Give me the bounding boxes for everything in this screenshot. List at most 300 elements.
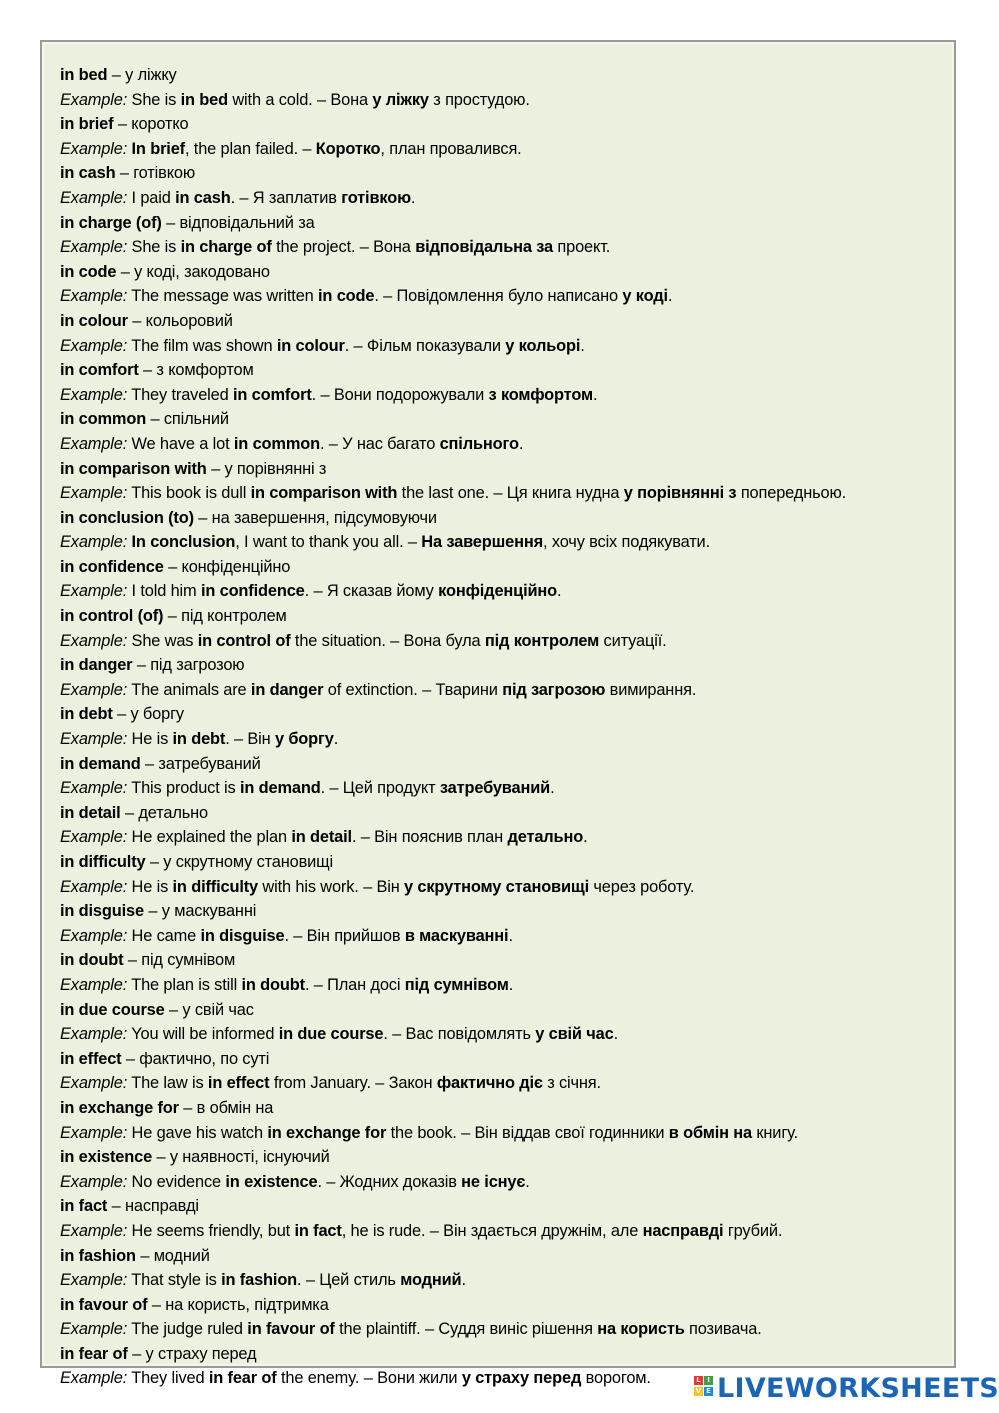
phrase: in control (of)	[60, 607, 164, 626]
example-middle: with a cold. – Вона	[227, 90, 373, 109]
example-phrase-ua: під загрозою	[502, 680, 606, 699]
example-phrase-ua: в маскуванні	[404, 926, 509, 945]
example-label: Example:	[60, 680, 128, 699]
example-suffix: ворогом.	[581, 1369, 651, 1388]
example-middle: with his work. – Він	[258, 877, 405, 896]
example-label: Example:	[60, 484, 128, 503]
example-suffix: , план провалився.	[380, 139, 522, 158]
dash: –	[125, 803, 134, 822]
phrase: in bed	[60, 66, 108, 84]
liveworksheets-logo[interactable]	[694, 1368, 999, 1408]
example-phrase-ua: у порівнянні з	[623, 484, 737, 503]
phrase-definition-line	[60, 506, 950, 531]
dash: –	[183, 1098, 193, 1117]
phrase-meaning: модний	[153, 1246, 210, 1265]
example-middle: the plaintiff. – Суддя виніс рішення	[334, 1320, 598, 1339]
example-phrase-ua: під сумнівом	[404, 975, 509, 994]
example-label: Example:	[60, 1271, 128, 1290]
example-phrase-en: in fear of	[208, 1369, 277, 1388]
phrase: in detail	[60, 803, 121, 822]
phrase-definition-line	[60, 457, 950, 482]
example-middle: . – Вас повідомлять	[383, 1025, 536, 1044]
example-phrase-ua: у ліжку	[372, 90, 429, 109]
example-suffix: книгу.	[751, 1123, 798, 1142]
phrase: in conclusion (to)	[60, 508, 194, 527]
example-line	[60, 727, 950, 752]
phrase-definition-line	[60, 653, 950, 678]
phrase-meaning: на завершення, підсумовуючи	[211, 508, 437, 527]
example-phrase-ua: у страху перед	[461, 1369, 582, 1388]
phrase-definition-line	[60, 1244, 950, 1269]
dash: –	[117, 115, 127, 134]
phrase: in common	[60, 410, 147, 429]
example-label: Example:	[60, 90, 128, 109]
phrase: in difficulty	[60, 853, 146, 871]
example-line	[60, 432, 950, 457]
example-phrase-en: in demand	[239, 779, 321, 798]
dash: –	[156, 1148, 166, 1167]
example-phrase-en: in common	[233, 434, 320, 453]
example-line	[60, 1219, 950, 1244]
phrase: in fact	[60, 1197, 108, 1216]
example-suffix: позивача.	[684, 1320, 762, 1339]
phrase-definition-line	[60, 1293, 950, 1318]
phrase: in danger	[60, 656, 133, 675]
example-suffix: .	[583, 828, 588, 847]
example-line	[60, 1268, 950, 1293]
example-phrase-en: in control of	[197, 631, 291, 650]
phrase: in existence	[60, 1148, 153, 1167]
phrase-meaning: коротко	[131, 115, 189, 134]
example-label: Example:	[60, 139, 128, 158]
example-prefix: He is	[131, 877, 173, 896]
example-label: Example:	[60, 828, 128, 847]
example-suffix: .	[557, 582, 562, 601]
example-prefix: He came	[131, 926, 201, 945]
example-phrase-ua: конфіденційно	[438, 582, 558, 601]
dash: –	[140, 1246, 150, 1265]
example-phrase-ua: на користь	[597, 1320, 685, 1339]
example-phrase-en: in code	[318, 287, 375, 306]
phrase-definition-line	[60, 555, 950, 580]
phrase-definition-line	[60, 63, 950, 88]
example-label: Example:	[60, 1320, 128, 1339]
example-phrase-ua: відповідальна за	[415, 238, 553, 257]
phrase-definition-line	[60, 1194, 950, 1219]
phrase: in favour of	[60, 1295, 148, 1314]
dash: –	[119, 164, 129, 183]
phrase-list	[60, 63, 950, 1391]
dash: –	[166, 213, 176, 232]
phrase-meaning: з комфортом	[156, 361, 254, 380]
logo-letter-tile: E	[704, 1387, 713, 1396]
example-suffix: попередньою.	[736, 484, 846, 503]
example-middle: the last one. – Ця книга нудна	[397, 484, 624, 503]
phrase-meaning: у ліжку	[125, 66, 177, 84]
example-prefix: We have a lot	[131, 434, 234, 453]
phrase: in comparison with	[60, 459, 207, 478]
example-label: Example:	[60, 877, 128, 896]
example-phrase-ua: На завершення	[421, 533, 544, 552]
phrase-definition-line	[60, 161, 950, 186]
example-phrase-en: in bed	[180, 90, 228, 109]
example-prefix: The message was written	[131, 287, 319, 306]
example-suffix: .	[592, 385, 598, 404]
dash: –	[111, 66, 121, 84]
example-prefix: I told him	[131, 582, 201, 601]
dash: –	[132, 311, 142, 330]
dash: –	[120, 262, 130, 281]
example-phrase-ua: у коді	[622, 287, 668, 306]
example-suffix: .	[580, 336, 585, 355]
example-label: Example:	[60, 238, 128, 257]
example-phrase-en: in fact	[294, 1221, 342, 1240]
example-label: Example:	[60, 385, 128, 404]
phrase-definition-line	[60, 702, 950, 727]
dash: –	[148, 902, 158, 921]
worksheet-page	[40, 40, 956, 1388]
example-middle: the book. – Він віддав свої годинники	[386, 1123, 669, 1142]
phrase: in doubt	[60, 951, 124, 970]
example-phrase-ua: у кольорі	[505, 336, 581, 355]
phrase: in code	[60, 262, 117, 281]
example-suffix: .	[525, 1172, 530, 1191]
example-label: Example:	[60, 434, 128, 453]
dash: –	[198, 508, 208, 527]
example-phrase-en: in comparison with	[250, 484, 398, 503]
phrase: in effect	[60, 1049, 122, 1068]
example-middle: from January. – Закон	[269, 1074, 437, 1093]
dash: –	[136, 656, 146, 675]
example-middle: , he is rude. – Він здається дружнім, але	[341, 1221, 643, 1240]
example-phrase-ua: не існує	[461, 1172, 526, 1191]
phrase-meaning: у маскуванні	[161, 902, 257, 921]
phrase-meaning: конфіденційно	[181, 557, 291, 576]
phrase: in debt	[60, 705, 113, 724]
phrase-meaning: під сумнівом	[141, 951, 236, 970]
example-phrase-en: in disguise	[200, 926, 285, 945]
example-middle: . – Я сказав йому	[304, 582, 439, 601]
phrase-meaning: у порівнянні з	[224, 459, 327, 478]
example-phrase-ua: у боргу	[274, 730, 334, 749]
phrase-meaning: у свій час	[182, 1000, 254, 1019]
example-line	[60, 1121, 950, 1146]
example-middle: the situation. – Вона була	[290, 631, 485, 650]
example-line	[60, 481, 950, 506]
dash: –	[127, 951, 137, 970]
example-phrase-en: in existence	[225, 1172, 318, 1191]
phrase-meaning: фактично, по суті	[139, 1049, 270, 1068]
example-phrase-en: in confidence	[200, 582, 305, 601]
phrase-definition-line	[60, 309, 950, 334]
example-phrase-en: in danger	[250, 680, 324, 699]
example-suffix: проект.	[553, 238, 611, 257]
example-middle: . – Жодних доказів	[317, 1172, 462, 1191]
phrase-meaning: у боргу	[130, 705, 184, 724]
example-suffix: вимирання.	[605, 680, 697, 699]
example-prefix: No evidence	[131, 1172, 226, 1191]
example-middle: . – Він пояснив план	[351, 828, 508, 847]
example-line	[60, 186, 950, 211]
example-middle: . – Він прийшов	[284, 926, 405, 945]
example-middle: . – Я заплатив	[230, 188, 342, 207]
dash: –	[111, 1197, 121, 1216]
phrase-definition-line	[60, 1342, 950, 1367]
phrase-meaning: в обмін на	[196, 1098, 274, 1117]
phrase-definition-line	[60, 948, 950, 973]
example-middle: the enemy. – Вони жили	[276, 1369, 462, 1388]
example-phrase-en: in favour of	[247, 1320, 335, 1339]
example-phrase-en: in comfort	[233, 385, 312, 404]
example-label: Example:	[60, 975, 128, 994]
example-suffix: , хочу всіх подякувати.	[543, 533, 710, 552]
dash: –	[117, 705, 127, 724]
example-middle: . – Цей стиль	[297, 1271, 401, 1290]
example-phrase-ua: в обмін на	[668, 1123, 752, 1142]
example-phrase-en: in doubt	[241, 975, 305, 994]
example-label: Example:	[60, 582, 128, 601]
example-phrase-ua: спільного	[439, 434, 519, 453]
example-line	[60, 825, 950, 850]
example-prefix: You will be informed	[131, 1025, 279, 1044]
example-prefix: This product is	[131, 779, 240, 798]
example-label: Example:	[60, 287, 128, 306]
example-prefix: The judge ruled	[131, 1320, 248, 1339]
example-label: Example:	[60, 188, 128, 207]
example-phrase-en: In conclusion	[131, 533, 236, 552]
example-line	[60, 973, 950, 998]
phrase-meaning: під загрозою	[150, 656, 245, 675]
example-middle: . – Цей продукт	[320, 779, 440, 798]
dash: –	[150, 410, 160, 429]
example-phrase-ua: у скрутному становищі	[404, 877, 589, 896]
example-phrase-ua: Коротко	[315, 139, 381, 158]
phrase-definition-line	[60, 998, 950, 1023]
example-prefix: She is	[131, 90, 181, 109]
example-suffix: через роботу.	[589, 877, 695, 896]
example-middle: . – Повідомлення було написано	[374, 287, 623, 306]
example-middle: . – Вони подорожували	[311, 385, 489, 404]
example-middle: , the plan failed. –	[184, 139, 316, 158]
phrase-meaning: затребуваний	[158, 754, 261, 773]
example-phrase-en: in effect	[207, 1074, 270, 1093]
dash: –	[125, 1049, 135, 1068]
example-middle: . – Він	[225, 730, 275, 749]
example-label: Example:	[60, 533, 128, 552]
dash: –	[169, 1000, 178, 1019]
example-suffix: з січня.	[542, 1074, 601, 1093]
phrase-meaning: насправді	[125, 1197, 199, 1216]
dash: –	[167, 607, 177, 626]
example-label: Example:	[60, 1025, 128, 1044]
example-middle: , I want to thank you all. –	[235, 533, 422, 552]
example-suffix: .	[613, 1025, 618, 1044]
example-middle: . – План досі	[304, 975, 405, 994]
dash: –	[132, 1344, 142, 1363]
example-line	[60, 1071, 950, 1096]
example-suffix: .	[518, 434, 524, 453]
phrase: in brief	[60, 115, 114, 134]
example-line	[60, 924, 950, 949]
example-prefix: He is	[131, 730, 173, 749]
example-label: Example:	[60, 1074, 128, 1093]
phrase: in disguise	[60, 902, 144, 921]
phrase-meaning: у наявності, існуючий	[169, 1148, 330, 1167]
example-phrase-ua: фактично діє	[436, 1074, 543, 1093]
example-suffix: .	[667, 287, 673, 306]
example-phrase-en: in charge of	[180, 238, 272, 257]
phrase: in exchange for	[60, 1098, 179, 1117]
example-suffix: ситуації.	[599, 631, 667, 650]
logo-letter-tile: L	[694, 1376, 703, 1385]
phrase: in colour	[60, 311, 128, 330]
example-label: Example:	[60, 779, 128, 798]
example-label: Example:	[60, 336, 128, 355]
example-phrase-ua: у свій час	[535, 1025, 614, 1044]
example-line	[60, 383, 950, 408]
example-prefix: They traveled	[131, 385, 233, 404]
phrase-meaning: відповідальний за	[179, 213, 315, 232]
example-phrase-en: in detail	[291, 828, 352, 847]
dash: –	[145, 754, 154, 773]
example-prefix: That style is	[131, 1271, 222, 1290]
phrase-meaning: у страху перед	[145, 1344, 257, 1363]
example-line	[60, 235, 950, 260]
example-prefix: I paid	[131, 188, 176, 207]
example-suffix: .	[333, 730, 339, 749]
phrase-definition-line	[60, 752, 950, 777]
example-suffix: .	[508, 926, 513, 945]
example-phrase-en: in exchange for	[267, 1123, 387, 1142]
example-prefix: The law is	[131, 1074, 208, 1093]
example-prefix: She is	[131, 238, 181, 257]
example-middle: of extinction. – Тварини	[323, 680, 503, 699]
example-prefix: They lived	[131, 1369, 209, 1388]
example-line	[60, 875, 950, 900]
example-line	[60, 1022, 950, 1047]
example-phrase-ua: під контролем	[484, 631, 600, 650]
example-line	[60, 776, 950, 801]
example-prefix: He seems friendly, but	[131, 1221, 295, 1240]
example-line	[60, 629, 950, 654]
example-middle: the project. – Вона	[271, 238, 416, 257]
example-prefix: The animals are	[131, 680, 251, 699]
phrase-definition-line	[60, 260, 950, 285]
example-prefix: The plan is still	[131, 975, 242, 994]
phrase-meaning: готівкою	[133, 164, 196, 183]
example-phrase-en: in difficulty	[172, 877, 258, 896]
example-label: Example:	[60, 1172, 128, 1191]
example-line	[60, 678, 950, 703]
liveworksheets-icon	[694, 1374, 714, 1402]
phrase: in due course	[60, 1000, 165, 1019]
example-phrase-ua: затребуваний	[439, 779, 551, 798]
phrase-definition-line	[60, 801, 950, 826]
example-label: Example:	[60, 1123, 128, 1142]
phrase-definition-line	[60, 112, 950, 137]
phrase-definition-line	[60, 1145, 950, 1170]
dash: –	[143, 361, 153, 380]
phrase: in charge (of)	[60, 213, 162, 232]
example-label: Example:	[60, 631, 128, 650]
example-label: Example:	[60, 926, 128, 945]
example-phrase-en: in debt	[172, 730, 226, 749]
phrase-definition-line	[60, 358, 950, 383]
example-prefix: The film was shown	[131, 336, 277, 355]
example-phrase-ua: готівкою	[341, 188, 411, 207]
phrase-definition-line	[60, 1047, 950, 1072]
example-prefix: He gave his watch	[131, 1123, 268, 1142]
example-label: Example:	[60, 1221, 128, 1240]
brand-name: LIVEWORKSHEETS	[717, 1372, 999, 1404]
example-phrase-ua: модний	[400, 1271, 462, 1290]
phrase-meaning: у скрутному становищі	[163, 853, 334, 871]
example-line	[60, 284, 950, 309]
phrase: in comfort	[60, 361, 139, 380]
example-phrase-ua: з комфортом	[488, 385, 593, 404]
dash: –	[168, 557, 178, 576]
logo-letter-tile: I	[704, 1376, 713, 1385]
example-label: Example:	[60, 1369, 128, 1388]
example-middle: . – Фільм показували	[344, 336, 506, 355]
phrase: in fear of	[60, 1344, 128, 1363]
example-prefix: She was	[131, 631, 198, 650]
dash: –	[149, 853, 159, 871]
phrase-definition-line	[60, 850, 950, 875]
logo-letter-tile: V	[695, 1387, 702, 1395]
phrase-definition-line	[60, 407, 950, 432]
phrase-definition-line	[60, 1096, 950, 1121]
example-phrase-en: in fashion	[221, 1271, 298, 1290]
example-line	[60, 137, 950, 162]
example-line	[60, 1317, 950, 1342]
dash: –	[151, 1295, 161, 1314]
example-phrase-ua: насправді	[642, 1221, 724, 1240]
phrase: in confidence	[60, 557, 164, 576]
example-line	[60, 530, 950, 555]
phrase: in demand	[60, 754, 141, 773]
phrase-meaning: у коді, закодовано	[134, 262, 270, 281]
phrase-definition-line	[60, 604, 950, 629]
phrase-meaning: на користь, підтримка	[165, 1295, 329, 1314]
phrase-meaning: під контролем	[181, 607, 287, 626]
example-phrase-en: In brief	[131, 139, 185, 158]
example-prefix: This book is dull	[131, 484, 251, 503]
example-phrase-en: in due course	[278, 1025, 384, 1044]
example-suffix: .	[410, 188, 416, 207]
phrase: in cash	[60, 164, 116, 183]
example-line	[60, 88, 950, 113]
phrase-definition-line	[60, 211, 950, 236]
example-suffix: грубий.	[723, 1221, 783, 1240]
phrase: in fashion	[60, 1246, 136, 1265]
phrase-definition-line	[60, 899, 950, 924]
example-suffix: .	[461, 1271, 466, 1290]
example-middle: . – У нас багато	[319, 434, 440, 453]
example-suffix: .	[508, 975, 514, 994]
phrase-meaning: кольоровий	[145, 311, 233, 330]
phrase-meaning: спільний	[163, 410, 229, 429]
example-label: Example:	[60, 730, 128, 749]
example-line	[60, 579, 950, 604]
example-suffix: .	[550, 779, 555, 798]
example-phrase-en: in colour	[276, 336, 345, 355]
example-phrase-en: in cash	[175, 188, 231, 207]
example-phrase-ua: детально	[507, 828, 584, 847]
example-line	[60, 1170, 950, 1195]
example-prefix: He explained the plan	[131, 828, 292, 847]
phrase-meaning: детально	[138, 803, 209, 822]
